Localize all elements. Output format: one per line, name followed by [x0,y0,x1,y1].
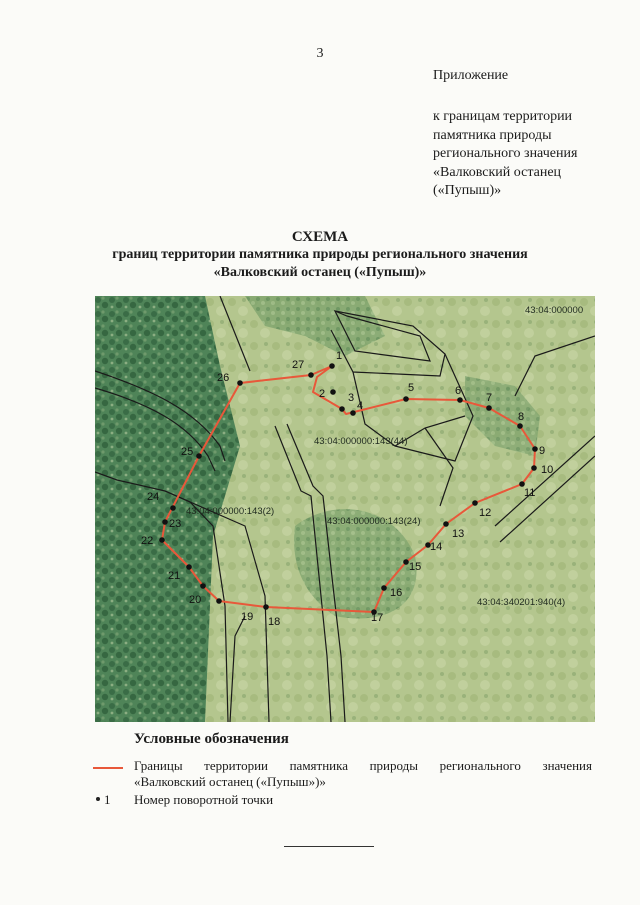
point-label: 8 [518,411,525,423]
point-label: 18 [268,616,281,628]
point-label: 13 [452,528,465,540]
point-marker [237,380,243,386]
point-marker [443,521,449,527]
point-label: 1 [336,350,343,362]
legend-boundary-text: Границы территории памятника природы регионального значения [134,758,592,773]
point-label: 14 [430,541,443,553]
point-dot-symbol [96,797,100,801]
appendix-line: к границам территории [433,109,573,124]
legend-title: Условные обозначения [134,731,289,747]
point-marker [186,564,192,570]
point-label: 22 [141,535,154,547]
appendix-text [433,108,623,201]
legend-point-symbol: 1 [104,792,111,807]
point-label: 11 [524,487,536,499]
separator-line [284,846,374,847]
point-marker [403,559,409,565]
point-label: 16 [390,587,403,599]
point-label: 2 [319,388,326,400]
point-label: 25 [181,446,194,458]
legend-boundary-text-2: «Валковский останец («Пупыш»)» [134,774,326,789]
point-marker [308,372,314,378]
appendix-line: («Пупыш)» [433,183,502,198]
point-label: 17 [371,612,384,624]
page-number: 3 [316,46,324,61]
point-label: 20 [189,594,202,606]
scheme-name: «Валковский останец («Пупыш)» [213,265,427,280]
point-label: 24 [147,491,160,503]
point-marker [472,500,478,506]
parcel-label: 43:04:340201:940(4) [477,597,566,608]
point-label: 26 [217,372,230,384]
point-marker [170,505,176,511]
point-label: 7 [486,392,493,404]
point-label: 4 [357,400,364,412]
point-marker [531,465,537,471]
point-marker [159,537,165,543]
point-label: 3 [348,392,355,404]
scheme-subtitle: границ территории памятника природы регионального значения [112,247,528,262]
point-label: 15 [409,561,422,573]
appendix-title: Приложение [433,68,509,83]
map-canvas [95,296,595,722]
point-marker [381,585,387,591]
point-label: 27 [292,359,305,371]
point-label: 10 [541,464,554,476]
point-label: 21 [168,570,181,582]
appendix-line: «Валковский останец [433,164,562,180]
point-marker [329,363,335,369]
parcel-label: 43:04:000000:143(2) [186,506,275,517]
appendix-line: регионального значения [433,146,578,161]
appendix-line: памятника природы [433,127,552,143]
parcel-label: 43:04:000000:143(44) [314,436,408,447]
point-label: 12 [479,507,492,519]
point-label: 19 [241,611,254,623]
point-label: 9 [539,445,546,457]
point-marker [403,396,409,402]
boundary-line-symbol [93,767,123,769]
point-marker [216,598,222,604]
point-marker [263,604,269,610]
point-marker [200,583,206,589]
point-marker [196,453,202,459]
legend-point-text: Номер поворотной точки [134,792,274,807]
satellite-map[interactable] [95,296,595,722]
scheme-title: СХЕМА [291,229,349,245]
point-label: 6 [455,385,462,397]
parcel-label: 43:04:000000 [525,305,584,316]
point-marker [162,519,168,525]
parcel-label: 43:04:000000:143(24) [327,516,421,527]
point-marker [519,481,525,487]
point-marker [339,406,345,412]
point-label: 23 [169,518,182,530]
point-marker [330,389,336,395]
point-marker [457,397,463,403]
point-marker [486,405,492,411]
point-marker [517,423,523,429]
point-label: 5 [408,382,415,394]
point-marker [532,446,538,452]
point-marker [350,410,356,416]
